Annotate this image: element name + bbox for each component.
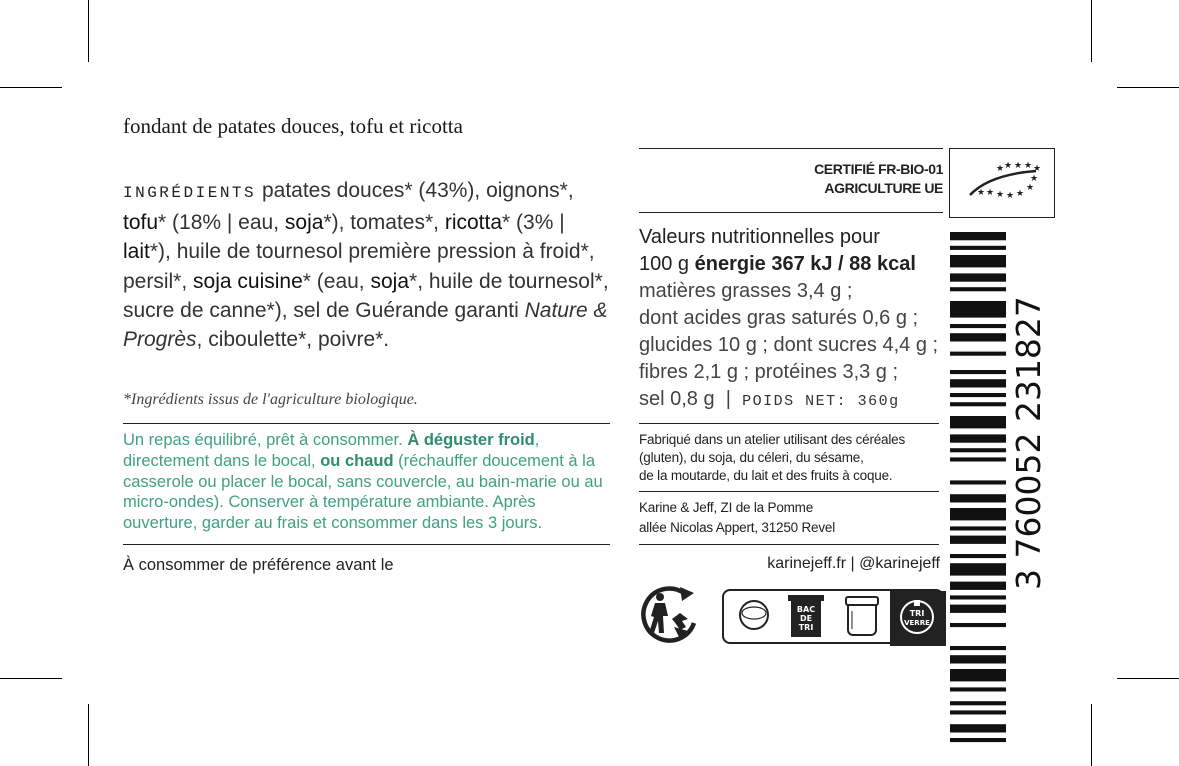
barcode-bar: [950, 232, 1006, 240]
divider: [639, 423, 939, 424]
ingredient-run: tofu: [123, 211, 159, 235]
bin-label: TRI: [798, 623, 814, 632]
ingredient-run: ricotta: [444, 211, 503, 235]
barcode-bar: [950, 448, 1006, 452]
barcode-bar: [950, 457, 1006, 461]
nutrition-saturated: dont acides gras saturés 0,6 g ;: [639, 307, 919, 329]
allergen-line: de la moutarde, du lait et des fruits à coque.: [639, 468, 893, 483]
barcode-bar: [950, 333, 1006, 341]
barcode-bar: [950, 379, 1006, 387]
svg-text:★: ★: [1033, 164, 1042, 174]
barcode-bar: [950, 655, 1006, 663]
barcode-bar: [950, 563, 1006, 575]
barcode-bar: [950, 246, 1006, 250]
barcode-bar: [950, 724, 1006, 732]
barcode-bar: [950, 508, 1006, 520]
divider: [639, 491, 939, 492]
glass-label: TRI: [909, 609, 925, 618]
certification-code: CERTIFIÉ FR-BIO-01: [814, 161, 943, 177]
nutrition-separator: |: [725, 388, 731, 410]
barcode-bar: [950, 582, 1006, 590]
usage-run: ou chaud: [320, 451, 394, 470]
barcode-bar: [950, 554, 1006, 558]
ingredient-run: * (18% | eau,: [158, 211, 285, 235]
divider: [639, 148, 943, 149]
ingredient-run: *, huile de tournesol*, sucre de canne*), sel de Guérande garanti: [123, 269, 609, 322]
crop-mark: [1091, 704, 1092, 766]
triman-icon: [638, 583, 702, 645]
ingredient-run: Nature & Progrès: [123, 298, 608, 352]
usage-run: Un repas équilibré, prêt à consommer.: [123, 431, 408, 449]
barcode-bar: [950, 536, 1006, 544]
svg-text:★: ★: [986, 188, 995, 198]
ingredients-text: [123, 176, 613, 354]
crop-mark: [88, 0, 89, 62]
barcode-bar: [950, 738, 1006, 742]
usage-run: (réchauffer doucement à la casserole ou placer le bocal, sans couvercle, au bain-marie ou au micro-ondes). Conserver à température ambiante. Après ouverture, garder au frais et consommer dans les 3 jours.: [123, 451, 603, 533]
divider: [639, 544, 939, 545]
glass-sorting-icon: [900, 600, 934, 634]
lid-icon: [740, 601, 768, 629]
sorting-bin-icon: [788, 595, 824, 637]
nutrition-fibre-protein: fibres 2,1 g ; protéines 3,3 g ;: [639, 361, 899, 383]
organic-note: *Ingrédients issus de l'agriculture biologique.: [123, 391, 418, 408]
address-line: Karine & Jeff, ZI de la Pomme: [639, 500, 814, 515]
barcode-bar: [950, 255, 1006, 267]
barcode-bar: [950, 301, 1006, 318]
allergen-line: (gluten), du soja, du céleri, du sésame,: [639, 450, 864, 465]
ingredient-run: * (3% |: [502, 211, 565, 235]
ingredients-list: [123, 179, 609, 351]
ingredient-run: soja: [370, 269, 410, 293]
ingredient-run: * (eau,: [302, 269, 371, 293]
eu-organic-logo-icon: [949, 148, 1055, 218]
jar-icon: [846, 597, 878, 635]
svg-text:★: ★: [996, 164, 1005, 174]
ingredient-run: *), tomates*,: [323, 211, 445, 235]
svg-text:★: ★: [1030, 174, 1039, 184]
ingredient-run: *), huile de tournesol première pression à froid*, persil*,: [123, 240, 595, 293]
certification-block: [760, 160, 943, 198]
divider: [639, 212, 943, 213]
barcode: [950, 228, 1048, 592]
barcode-bar: [950, 526, 1006, 530]
barcode-digits: 3 760052 231827: [1009, 296, 1048, 590]
crop-mark: [0, 87, 62, 88]
barcode-bar: [950, 701, 1006, 705]
barcode-bar: [950, 669, 1006, 681]
barcode-bar: [950, 352, 1006, 356]
barcode-bar: [950, 494, 1006, 502]
barcode-bar: [950, 595, 1006, 599]
nutrition-fat: matières grasses 3,4 g ;: [639, 280, 853, 302]
nutrition-energy: énergie 367 kJ / 88 kcal: [694, 253, 916, 275]
barcode-bar: [950, 434, 1006, 442]
best-before-label: À consommer de préférence avant le: [123, 556, 394, 574]
nutrition-facts: [639, 224, 939, 415]
svg-text:★: ★: [1016, 189, 1025, 199]
address-line: allée Nicolas Appert, 31250 Revel: [639, 520, 836, 535]
barcode-bar: [950, 287, 1006, 291]
crop-mark: [1117, 678, 1179, 679]
svg-text:★: ★: [1024, 161, 1033, 171]
ingredient-run: , ciboulette*, poivre*.: [196, 328, 390, 352]
barcode-bar: [950, 623, 1006, 627]
bin-label: DE: [799, 614, 813, 623]
svg-text:★: ★: [1014, 161, 1023, 171]
barcode-bar: [950, 687, 1006, 691]
nutrition-salt: sel 0,8 g: [639, 388, 715, 410]
ingredient-run: soja: [284, 211, 324, 235]
ingredient-run: patates douces* (43%), oignons*,: [256, 179, 574, 202]
barcode-bar: [950, 605, 1006, 613]
barcode-bar: [950, 480, 1006, 484]
bin-label: BAC: [796, 605, 816, 614]
sorting-info: [722, 589, 944, 644]
svg-text:★: ★: [1006, 191, 1015, 201]
barcode-bar: [950, 646, 1006, 650]
barcode-bar: [950, 324, 1006, 328]
ingredient-run: soja cuisine: [193, 269, 303, 293]
ingredient-run: lait: [123, 240, 150, 264]
product-title: fondant de patates douces, tofu et ricotta: [123, 114, 463, 138]
net-weight: POIDS NET: 360g: [742, 393, 900, 410]
ingredients-label: INGRÉDIENTS: [123, 184, 257, 202]
usage-instructions: [123, 430, 611, 534]
crop-mark: [0, 678, 62, 679]
crop-mark: [1091, 0, 1092, 62]
svg-text:★: ★: [996, 190, 1005, 200]
barcode-bar: [950, 416, 1006, 428]
nutrition-carbs: glucides 10 g ; dont sucres 4,4 g ;: [639, 334, 939, 356]
certification-origin: AGRICULTURE UE: [824, 180, 943, 196]
nutrition-heading: Valeurs nutritionnelles pour: [639, 226, 880, 248]
allergen-line: Fabriqué dans un atelier utilisant des céréales: [639, 432, 906, 447]
barcode-bar: [950, 393, 1006, 397]
usage-run: À déguster froid: [407, 431, 535, 449]
nutrition-per: 100 g: [639, 253, 690, 275]
allergen-statement: [639, 431, 939, 485]
barcode-bar: [950, 710, 1006, 714]
crop-mark: [1117, 87, 1179, 88]
barcode-bar: [950, 370, 1006, 374]
manufacturer-address: [639, 498, 939, 538]
divider: [123, 544, 610, 545]
svg-text:★: ★: [977, 188, 986, 198]
crop-mark: [88, 704, 89, 766]
svg-text:★: ★: [1004, 161, 1013, 171]
website-social: karinejeff.fr | @karinejeff: [767, 555, 940, 572]
glass-label: VERRE: [904, 619, 930, 627]
svg-text:★: ★: [1026, 183, 1035, 193]
divider: [123, 423, 610, 424]
barcode-bar: [950, 273, 1006, 281]
barcode-bar: [950, 402, 1006, 406]
usage-run: , directement dans le bocal,: [123, 431, 540, 470]
